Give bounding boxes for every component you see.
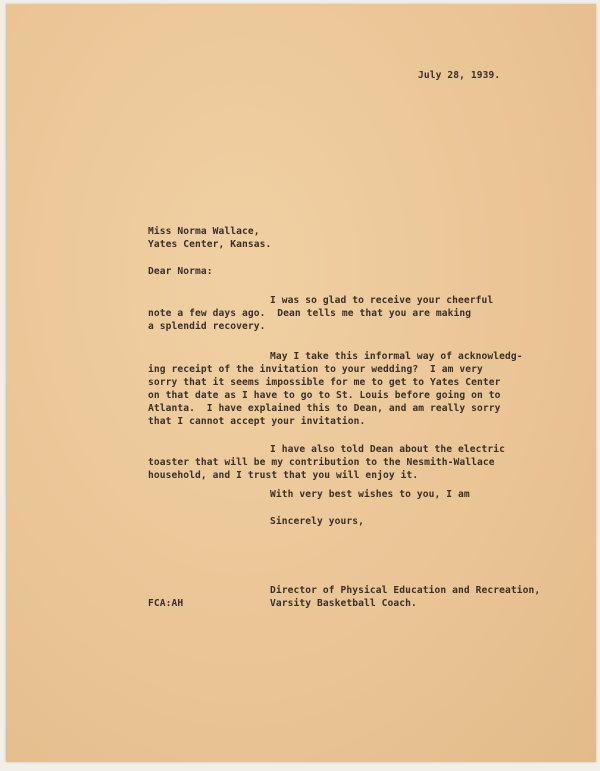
paragraph-2-line-5: Atlanta. I have explained this to Dean, and am really sorry xyxy=(148,403,501,414)
paragraph-3-line-2: toaster that will be my contribution to the Nesmith-Wallace xyxy=(148,457,495,468)
paragraph-2-line-1: May I take this informal way of acknowledg- xyxy=(270,351,523,362)
typist-initials: FCA:AH xyxy=(148,598,184,609)
recipient-address: Yates Center, Kansas. xyxy=(148,239,272,250)
paragraph-1-line-3: a splendid recovery. xyxy=(148,321,266,332)
paragraph-2-line-6: that I cannot accept your invitation. xyxy=(148,416,366,427)
paragraph-2-line-3: sorry that it seems impossible for me to get to Yates Center xyxy=(148,377,501,388)
paragraph-2-line-2: ing receipt of the invitation to your wedding? I am very xyxy=(148,364,483,375)
recipient-name: Miss Norma Wallace, xyxy=(148,226,260,237)
letter-date: July 28, 1939. xyxy=(418,70,501,81)
paragraph-1-line-2: note a few days ago. Dean tells me that you are making xyxy=(148,308,472,319)
signature-title-line-1: Director of Physical Education and Recreation, xyxy=(270,585,541,596)
paragraph-2-line-4: on that date as I have to go to St. Louis before going on to xyxy=(148,390,501,401)
paragraph-3-line-1: I have also told Dean about the electric xyxy=(270,444,506,455)
signature-title-line-2: Varsity Basketball Coach. xyxy=(270,598,417,609)
paragraph-1-line-1: I was so glad to receive your cheerful xyxy=(270,295,494,306)
paragraph-4-line-1: With very best wishes to you, I am xyxy=(270,489,470,500)
letter-page xyxy=(6,4,596,762)
salutation: Dear Norma: xyxy=(148,266,213,277)
closing: Sincerely yours, xyxy=(270,516,365,527)
paragraph-3-line-3: household, and I trust that you will enjoy it. xyxy=(148,470,419,481)
